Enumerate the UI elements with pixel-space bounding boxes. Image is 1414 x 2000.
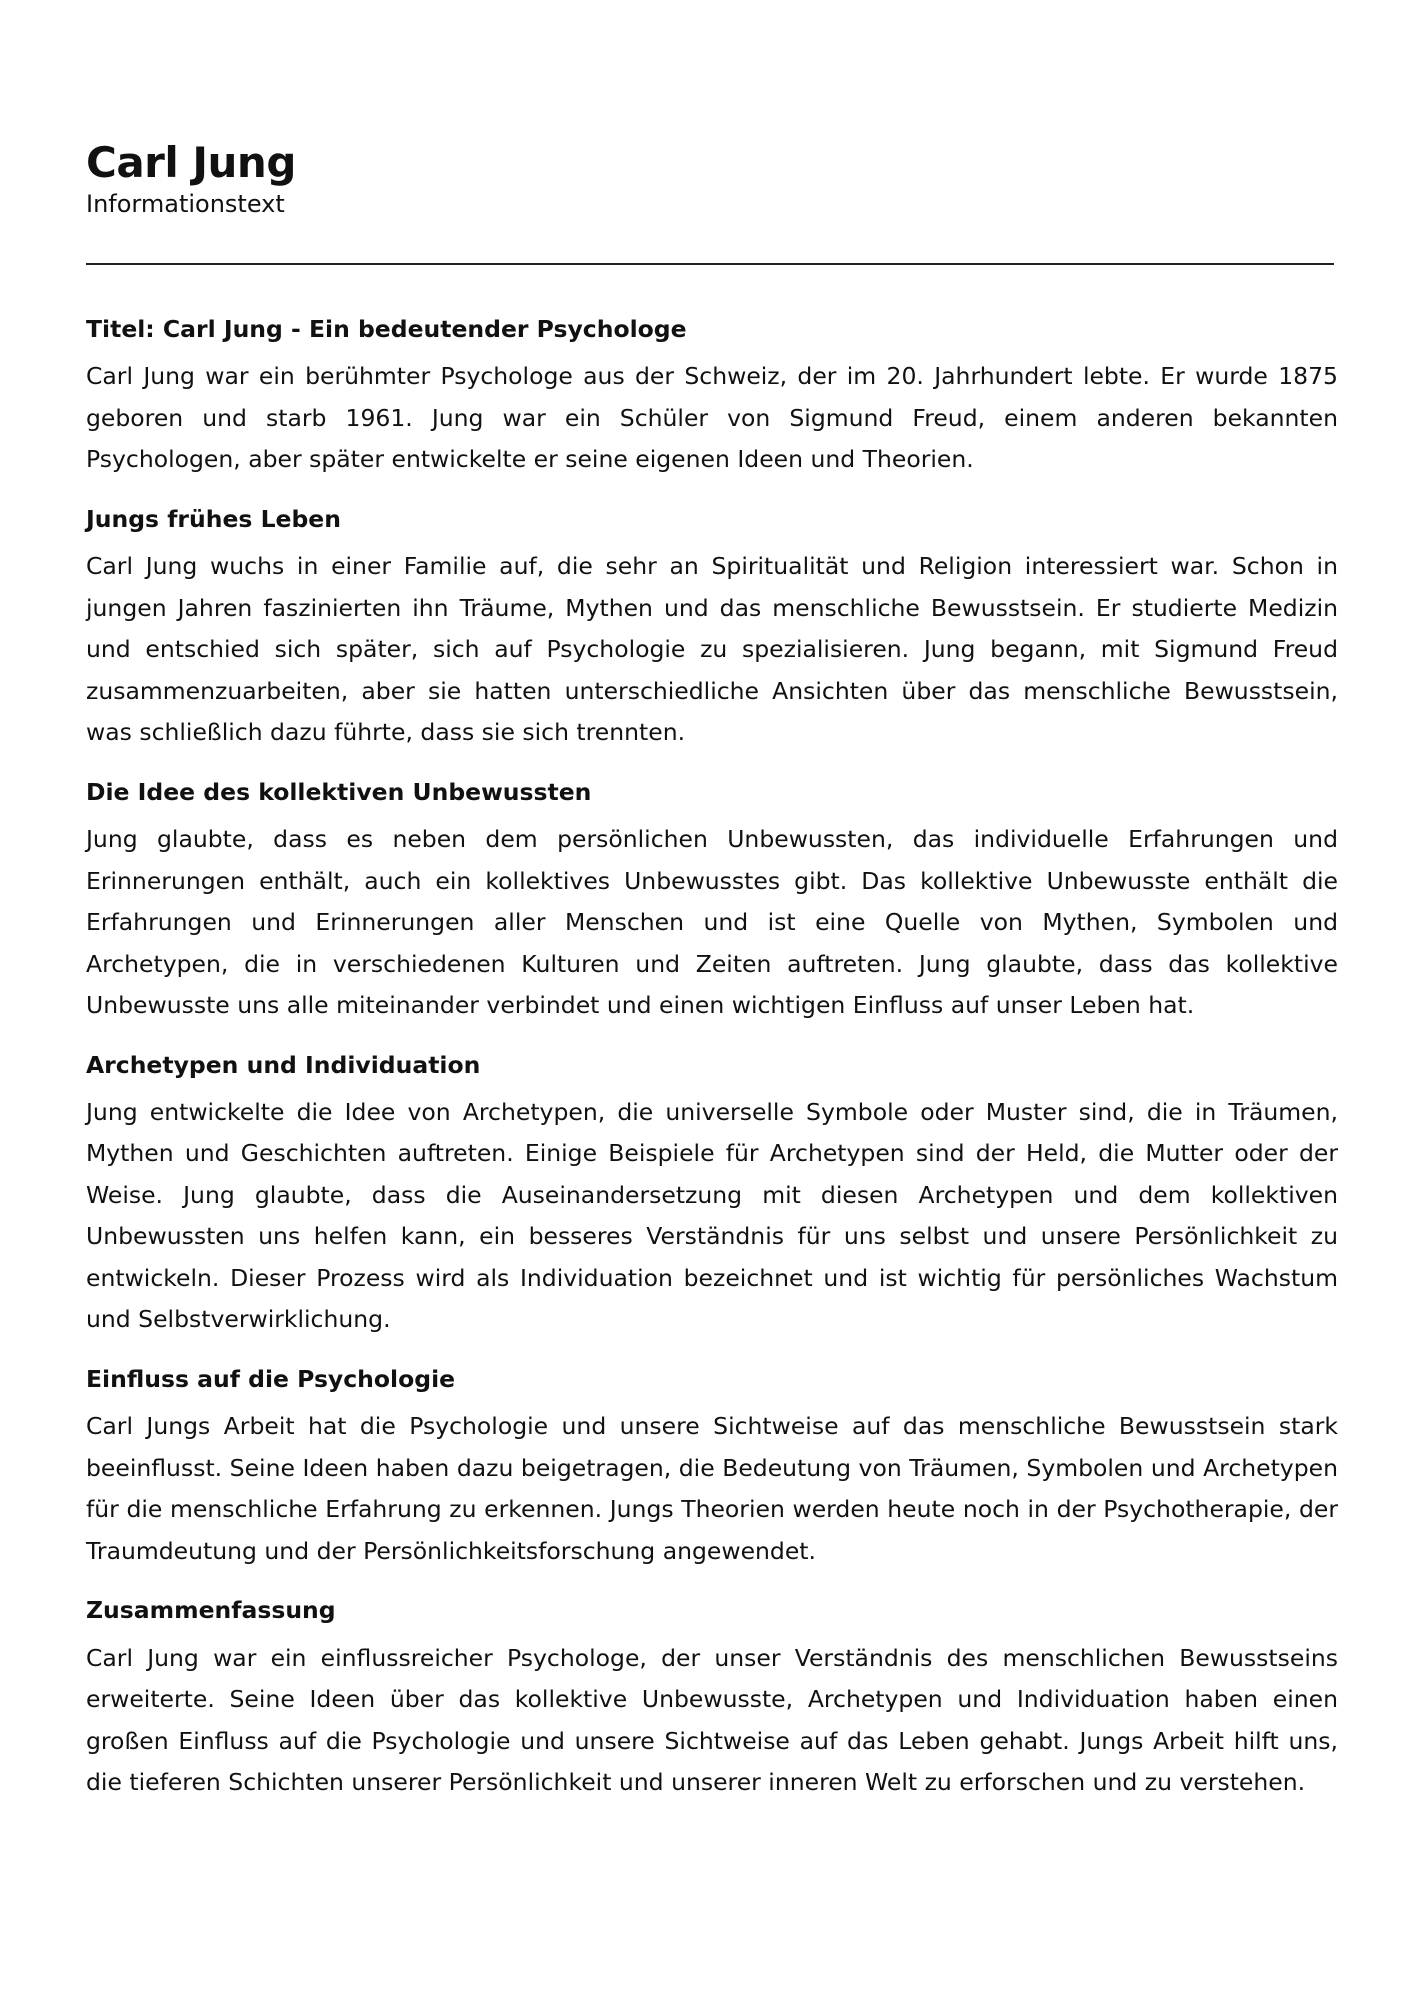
section-heading: Zusammenfassung [86,1596,336,1625]
section-heading: Archetypen und Individuation [86,1050,481,1079]
section-influence [86,1364,1338,1572]
section-paragraph: Carl Jungs Arbeit hat die Psychologie und unsere Sichtweise auf das menschliche Bewusstsein stark beeinflusst. Seine Ideen haben dazu beigetragen, die Bedeutung von Träumen, Symbolen und Archetypen für die menschliche Erfahrung zu erkennen. Jungs Theorien werden heute noch in der Psychotherapie, der Traumdeutung und der Persönlichkeitsforschung angewendet. [86,1412,1338,1565]
section-heading: Jungs frühes Leben [86,504,341,533]
header-divider [86,263,1334,265]
section-paragraph: Jung entwickelte die Idee von Archetypen, die universelle Symbole oder Muster sind, die in Träumen, Mythen und Geschichten auftreten. Einige Beispiele für Archetypen sind der Held, die Mutter oder der Weise. Jung glaubte, dass die Auseinandersetzung mit diesen Archetypen und dem kollektiven Unbewussten uns helfen kann, ein besseres Verständnis für uns selbst und unsere Persönlichkeit zu entwickeln. Dieser Prozess wird als Individuation bezeichnet und ist wichtig für persönliches Wachstum und Selbstverwirklichung. [86,1097,1338,1334]
section-summary [86,1596,1338,1803]
section-heading: Titel: Carl Jung - Ein bedeutender Psychologe [86,314,687,343]
section-paragraph: Carl Jung wuchs in einer Familie auf, die sehr an Spiritualität und Religion interessiert war. Schon in jungen Jahren faszinierten ihn Träume, Mythen und das menschliche Bewusstsein. Er studierte Medizin und entschied sich später, sich auf Psychologie zu spezialisieren. Jung begann, mit Sigmund Freud zusammenzuarbeiten, aber sie hatten unterschiedliche Ansichten über das menschliche Bewusstsein, was schließlich dazu führte, dass sie sich trennten. [86,552,1338,747]
section-paragraph: Carl Jung war ein einflussreicher Psychologe, der unser Verständnis des menschlichen Bewusstseins erweiterte. Seine Ideen über das kollektive Unbewusste, Archetypen und Individuation haben einen großen Einfluss auf die Psychologie und unsere Sichtweise auf das Leben gehabt. Jungs Arbeit hilft uns, die tieferen Schichten unserer Persönlichkeit und unserer inneren Welt zu erforschen und zu verstehen. [86,1643,1338,1797]
section-paragraph: Carl Jung war ein berühmter Psychologe aus der Schweiz, der im 20. Jahrhundert lebte. Er wurde 1875 geboren und starb 1961. Jung war ein Schüler von Sigmund Freud, einem anderen bekannten Psychologen, aber später entwickelte er seine eigenen Ideen und Theorien. [86,362,1338,474]
section-archetypes [86,1050,1338,1341]
section-early-life [86,504,1338,754]
section-heading: Die Idee des kollektiven Unbewussten [86,777,592,806]
document-subtitle: Informationstext [86,190,285,219]
document-title: Carl Jung [86,138,296,187]
section-intro [86,314,1338,481]
section-heading: Einfluss auf die Psychologie [86,1364,456,1393]
section-paragraph: Jung glaubte, dass es neben dem persönlichen Unbewussten, das individuelle Erfahrungen und Erinnerungen enthält, auch ein kollektives Unbewusstes gibt. Das kollektive Unbewusste enthält die Erfahrungen und Erinnerungen aller Menschen und ist eine Quelle von Mythen, Symbolen und Archetypen, die in verschiedenen Kulturen und Zeiten auftreten. Jung glaubte, dass das kollektive Unbewusste uns alle miteinander verbindet und einen wichtigen Einfluss auf unser Leben hat. [86,825,1338,1020]
section-collective-unconscious [86,777,1338,1027]
